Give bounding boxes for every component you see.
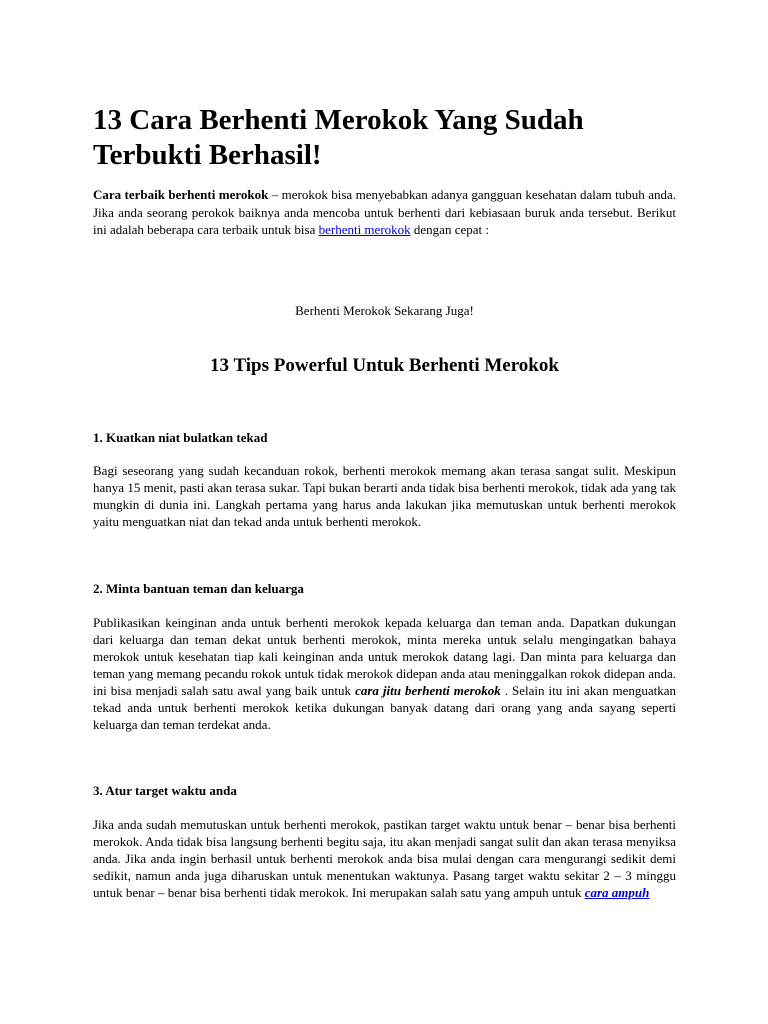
section-3-link-cara-ampuh[interactable]: cara ampuh: [584, 885, 650, 900]
section-3-body: [93, 816, 676, 901]
section-1-heading: 1. Kuatkan niat bulatkan tekad: [93, 430, 268, 445]
call-to-action-text: Berhenti Merokok Sekarang Juga!: [295, 303, 474, 318]
intro-link-berhenti-merokok[interactable]: berhenti merokok: [318, 222, 411, 237]
intro-text-2: dengan cepat :: [410, 222, 489, 237]
section-2-body: [93, 614, 676, 733]
article-subtitle: 13 Tips Powerful Untuk Berhenti Merokok: [210, 355, 559, 376]
section-1-body: Bagi seseorang yang sudah kecanduan rokok, berhenti merokok memang akan terasa sangat sulit. Meskipun hanya 15 menit, pasti akan terasa sukar. Tapi bukan berarti anda tidak bisa berhenti merokok, tidak ada yang tak mungkin di dunia ini. Langkah pertama yang harus anda lakukan jika memutuskan untuk berhenti merokok yaitu menguatkan niat dan tekad anda untuk berhenti merokok.: [93, 463, 676, 529]
section-2-heading: 2. Minta bantuan teman dan keluarga: [93, 581, 304, 596]
section-3-body-part-1: Jika anda sudah memutuskan untuk berhenti merokok, pastikan target waktu untuk benar – benar bisa berhenti merokok. Anda tidak bisa langsung berhenti begitu saja, itu akan menjadi sangat sulit dan akan terasa menyiksa anda. Jika anda ingin berhasil untuk berhenti merokok anda bisa mulai dengan cara mengurangi sedikit demi sedikit, namun anda juga diharuskan untuk menentukan waktunya. Pasang target waktu sekitar 2 – 3 minggu untuk benar – benar bisa berhenti tidak merokok. Ini merupakan salah satu yang ampuh untuk: [93, 817, 676, 900]
section-2-body-part-1: Publikasikan keinginan anda untuk berhenti merokok kepada keluarga dan teman anda. Dapatkan dukungan dari keluarga dan teman dekat untuk berhenti merokok, minta mereka untuk selalu mengingatkan bahaya merokok untuk kesehatan tiap kali keinginan anda untuk merokok datang lagi. Dan minta para keluarga dan teman yang memang pecandu rokok untuk tidak merokok didepan anda atau meninggalkan rokok didepan anda. ini bisa menjadi salah satu awal yang baik untuk: [93, 615, 677, 698]
intro-lead: Cara terbaik berhenti merokok: [93, 187, 269, 202]
section-2-body-part-2: . Selain itu ini akan menguatkan tekad anda untuk berhenti merokok ketika dukungan banyak datang dari orang yang anda sayang seperti keluarga dan teman terdekat anda.: [93, 683, 677, 732]
section-3-heading: 3. Atur target waktu anda: [93, 783, 237, 798]
article-title: 13 Cara Berhenti Merokok Yang Sudah Terbukti Berhasil!: [93, 104, 584, 171]
intro-paragraph: [93, 186, 676, 239]
section-2-emphasis: cara jitu berhenti merokok: [355, 683, 501, 698]
intro-text-1: – merokok bisa menyebabkan adanya gangguan kesehatan dalam tubuh anda. Jika anda seorang perokok baiknya anda mencoba untuk berhenti dari kebiasaan buruk anda tersebut. Berikut ini adalah beberapa cara terbaik untuk bisa: [93, 187, 676, 237]
